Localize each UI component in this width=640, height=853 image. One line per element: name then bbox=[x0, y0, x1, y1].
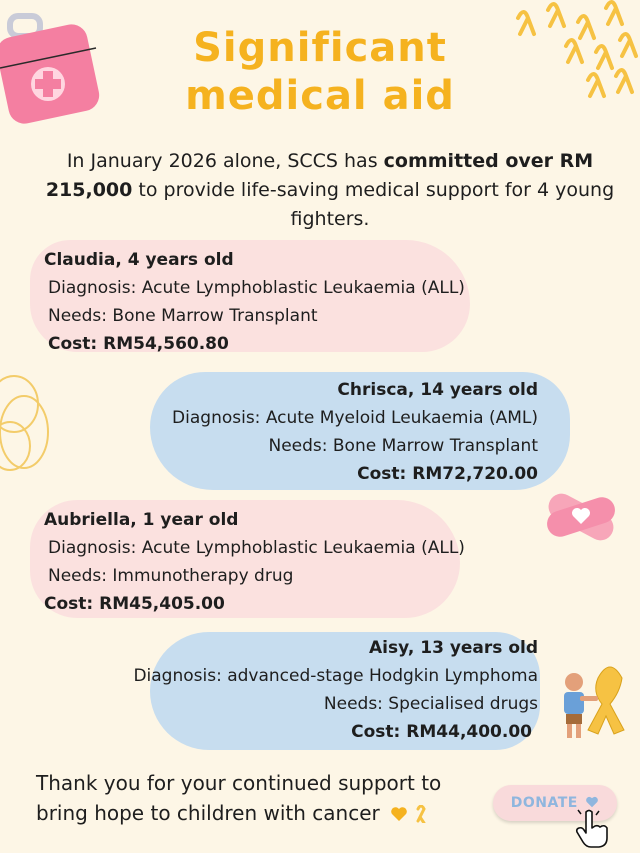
child-with-ribbon-illustration bbox=[556, 662, 628, 742]
intro-paragraph bbox=[40, 147, 620, 234]
patient-needs: Needs: Specialised drugs bbox=[323, 694, 538, 714]
intro-highlight: committed over RM 215,000 bbox=[45, 150, 594, 201]
patient-needs: Needs: Immunotherapy drug bbox=[48, 566, 294, 586]
thank-you-message bbox=[36, 768, 496, 828]
patient-name: Aubriella, 1 year old bbox=[44, 510, 239, 530]
pointer-hand-icon bbox=[574, 808, 610, 848]
patient-diagnosis: Diagnosis: Acute Myeloid Leukaemia (AML) bbox=[172, 408, 538, 428]
patient-cost: Cost: RM44,400.00 bbox=[351, 722, 532, 742]
intro-text-2: to provide life-saving medical support for 4 young fighters. bbox=[132, 179, 615, 230]
patient-needs: Needs: Bone Marrow Transplant bbox=[48, 306, 318, 326]
bandage-icon bbox=[544, 486, 618, 548]
blue-heart-icon bbox=[585, 796, 599, 808]
patient-cost: Cost: RM72,720.00 bbox=[357, 464, 538, 484]
patient-name: Aisy, 13 years old bbox=[369, 638, 538, 658]
patient-name: Chrisca, 14 years old bbox=[337, 380, 538, 400]
intro-text-1: In January 2026 alone, SCCS has bbox=[66, 150, 384, 172]
gold-ribbon-icon bbox=[414, 805, 428, 823]
decorative-rings-icon bbox=[0, 370, 56, 480]
patient-card-aubriella bbox=[44, 506, 465, 618]
patient-needs: Needs: Bone Marrow Transplant bbox=[268, 436, 538, 456]
title-line-2: medical aid bbox=[185, 73, 455, 119]
page-title bbox=[0, 24, 640, 120]
patient-card-chrisca bbox=[100, 376, 538, 488]
donate-label: DONATE bbox=[510, 795, 578, 811]
patient-diagnosis: Diagnosis: Acute Lymphoblastic Leukaemia (ALL) bbox=[48, 538, 465, 558]
patient-cost: Cost: RM54,560.80 bbox=[48, 334, 229, 354]
patient-card-claudia bbox=[44, 246, 465, 358]
patient-diagnosis: Diagnosis: Acute Lymphoblastic Leukaemia (ALL) bbox=[48, 278, 465, 298]
title-line-1: Significant bbox=[193, 25, 447, 71]
patient-cost: Cost: RM45,405.00 bbox=[44, 594, 225, 614]
patient-card-aisy bbox=[40, 634, 538, 746]
thank-you-text: Thank you for your continued support to bring hope to children with cancer bbox=[36, 771, 442, 825]
yellow-heart-icon bbox=[390, 806, 408, 822]
patient-diagnosis: Diagnosis: advanced-stage Hodgkin Lymphoma bbox=[133, 666, 538, 686]
patient-name: Claudia, 4 years old bbox=[44, 250, 234, 270]
